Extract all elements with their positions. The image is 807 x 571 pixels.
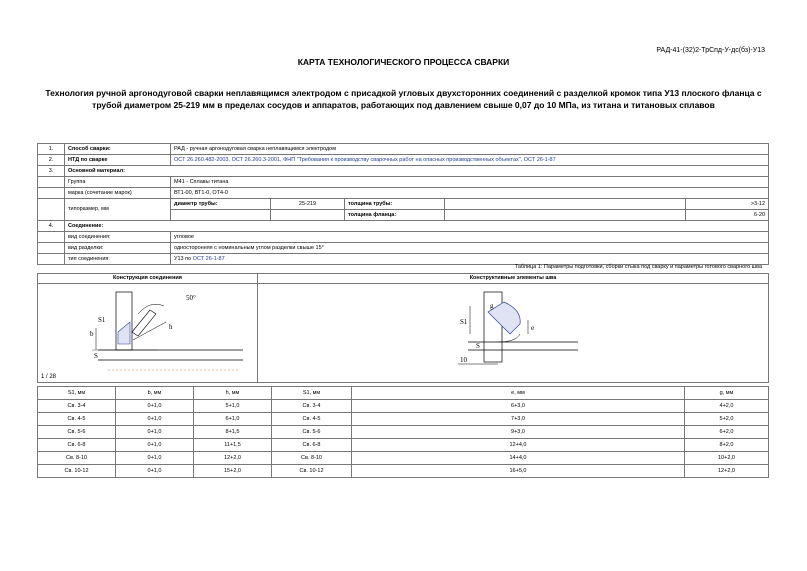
row-joint xyxy=(38,221,769,232)
cell: 4+2,0 xyxy=(685,400,769,413)
cell: 16+5,0 xyxy=(352,465,685,478)
row-label: НТД по сварке xyxy=(65,155,171,166)
row-label: Способ сварки: xyxy=(65,144,171,155)
header-cell: g, мм xyxy=(685,387,769,400)
cell: 10+2,0 xyxy=(685,452,769,465)
pipe-wall-label: толщина трубы: xyxy=(345,199,445,210)
weld-height-label: g xyxy=(490,302,494,310)
row-connection-kind xyxy=(38,232,769,243)
flange-wall-label: S1 xyxy=(98,316,106,324)
bevel-angle-label: 50° xyxy=(186,294,196,302)
cell: Св. 8-10 xyxy=(272,452,352,465)
table-row xyxy=(38,426,769,439)
cell: Св. 6-8 xyxy=(272,439,352,452)
height-label: h xyxy=(169,323,173,331)
row-base-material xyxy=(38,166,769,177)
cell: 5+1,0 xyxy=(194,400,272,413)
process-info-table xyxy=(37,143,769,265)
header-cell: e, мм xyxy=(352,387,685,400)
pipe-wall-label: S xyxy=(94,352,98,360)
cell: 12+2,0 xyxy=(685,465,769,478)
document-code: РАД-41-(32)2-ТрСпд-У-дс(бз)-У13 xyxy=(656,47,765,54)
cell: Св. 4-5 xyxy=(272,413,352,426)
cell: 0+1,0 xyxy=(116,439,194,452)
corner-label: 1 / 28 xyxy=(41,374,57,380)
row-size-1 xyxy=(38,199,769,210)
weld-elements-header: Конструктивные элементы шва xyxy=(258,274,769,284)
pipe-wall-value: >3-12 xyxy=(686,199,769,210)
parameters-table xyxy=(37,386,769,478)
row-num: 1. xyxy=(38,144,65,155)
cell: 8+2,0 xyxy=(685,439,769,452)
row-label: Соединение: xyxy=(65,221,769,232)
row-value: М41 - Сплавы титана xyxy=(171,177,769,188)
cell: 7+3,0 xyxy=(352,413,685,426)
row-label: типоразмер, мм xyxy=(65,199,171,221)
cell: 0+1,0 xyxy=(116,452,194,465)
row-value xyxy=(171,254,769,265)
table-row xyxy=(38,400,769,413)
row-value: односторонняя с номинальным углом разделки свыше 15° xyxy=(171,243,769,254)
cell: Св. 10-12 xyxy=(38,465,116,478)
parameters-header-row xyxy=(38,387,769,400)
dimension-ten-label: 10 xyxy=(460,356,467,364)
cell: Св. 8-10 xyxy=(38,452,116,465)
table-row xyxy=(38,413,769,426)
cell: 12+4,0 xyxy=(352,439,685,452)
table-caption: Таблица 1: Параметры подготовки, сборки стыка под сварку и параметры готового сварного шва xyxy=(514,264,762,270)
table-row xyxy=(38,465,769,478)
weld-width-label: e xyxy=(531,324,535,332)
diameter-label: диаметр трубы: xyxy=(171,199,271,210)
header-cell: b, мм xyxy=(116,387,194,400)
header-cell: h, мм xyxy=(194,387,272,400)
row-value: ОСТ 26.260.482-2003, ОСТ 26.260.3-2001, ФНП "Требования к производству сварочных работ на опасных производственных объектах", ОСТ 26-1-87 xyxy=(171,155,769,166)
header-cell: S1, мм xyxy=(38,387,116,400)
cell: Св. 5-6 xyxy=(38,426,116,439)
row-group xyxy=(38,177,769,188)
cell: Св. 10-12 xyxy=(272,465,352,478)
row-standards xyxy=(38,155,769,166)
cell: 11+1,5 xyxy=(194,439,272,452)
row-welding-method xyxy=(38,144,769,155)
row-num: 2. xyxy=(38,155,65,166)
cell: 14+4,0 xyxy=(352,452,685,465)
flange-value: 6-20 xyxy=(686,210,769,221)
diameter-value: 25-219 xyxy=(271,199,345,210)
cell: 15+2,0 xyxy=(194,465,272,478)
row-label: вид разделки: xyxy=(65,243,171,254)
cell: 0+1,0 xyxy=(116,426,194,439)
row-label: марка (сочетание марок) xyxy=(65,188,171,199)
row-joint-type xyxy=(38,254,769,265)
cell: 0+1,0 xyxy=(116,413,194,426)
row-label: вид соединения: xyxy=(65,232,171,243)
joint-type-prefix: У13 по xyxy=(174,255,193,262)
cell: 0+1,0 xyxy=(116,400,194,413)
joint-design-header: Конструкция соединения xyxy=(38,274,258,284)
gap-label: b xyxy=(90,330,94,338)
cell: Св. 6-8 xyxy=(38,439,116,452)
table-row xyxy=(38,452,769,465)
cell: 6+1,0 xyxy=(194,413,272,426)
row-num: 3. xyxy=(38,166,65,177)
cell: 12+2,0 xyxy=(194,452,272,465)
weld-elements-drawing xyxy=(258,284,769,383)
cell: Св. 3-4 xyxy=(38,400,116,413)
row-label: Основной материал: xyxy=(65,166,769,177)
cell: 9+3,0 xyxy=(352,426,685,439)
flange-label: толщина фланца: xyxy=(345,210,445,221)
row-groove xyxy=(38,243,769,254)
cell: 8+1,5 xyxy=(194,426,272,439)
cell: 6+2,0 xyxy=(685,426,769,439)
joint-design-drawing xyxy=(38,284,258,383)
header-cell: S1, мм xyxy=(272,387,352,400)
joint-type-standard-link[interactable]: ОСТ 26-1-87 xyxy=(192,255,225,262)
cell: Св. 4-5 xyxy=(38,413,116,426)
sketch-table xyxy=(37,273,769,383)
cell: 6+3,0 xyxy=(352,400,685,413)
row-grade xyxy=(38,188,769,199)
table-row xyxy=(38,439,769,452)
page-title: КАРТА ТЕХНОЛОГИЧЕСКОГО ПРОЦЕССА СВАРКИ xyxy=(297,57,510,67)
cell: Св. 5-6 xyxy=(272,426,352,439)
cell: Св. 3-4 xyxy=(272,400,352,413)
cell: 0+1,0 xyxy=(116,465,194,478)
page-subtitle: Технология ручной аргонодуговой сварки неплавящимся электродом с присадкой угловых двухсторонних соединений с разделкой кромок типа У13 плоского фланца с трубой диаметром 25-219 мм в пределах сосудов и аппаратов, работающих под давлением свыше 0,07 до 10 МПа, из титана и титановых сплавов xyxy=(45,88,762,110)
row-label: тип соединения: xyxy=(65,254,171,265)
flange-wall-label: S1 xyxy=(460,318,468,326)
cell: 5+2,0 xyxy=(685,413,769,426)
row-value: ВТ1-00, ВТ1-0, ОТ4-0 xyxy=(171,188,769,199)
row-value: угловое xyxy=(171,232,769,243)
pipe-wall-label: S xyxy=(476,342,480,350)
row-label: Группа xyxy=(65,177,171,188)
row-num: 4. xyxy=(38,221,65,232)
row-value: РАД - ручная аргонодуговая сварка неплавящимся электродом xyxy=(171,144,769,155)
